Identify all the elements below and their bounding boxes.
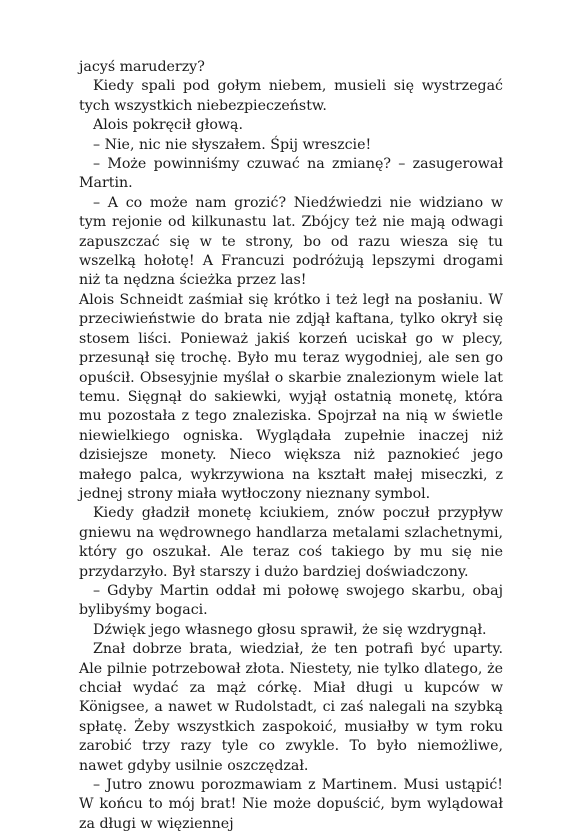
- book-page: [79, 58, 503, 834]
- paragraph-9: – Gdyby Martin oddał mi połowę swojego skarbu, obaj bylibyśmy bogaci.: [79, 582, 503, 619]
- paragraph-2: Kiedy spali pod gołym niebem, musieli się wystrzegać tych wszystkich niebezpieczeństw.: [79, 78, 503, 114]
- paragraph-6: – A co może nam grozić? Niedźwiedzi nie widziano w tym rejonie od kilkunastu lat. Zbójcy też nie mają odwagi zapuszczać się w te strony, bo od razu wiesza się tu wszelką hołotę! A Francuzi podróżują lepszymi drogami niż ta nędzna ścieżka przez las!: [79, 194, 503, 289]
- paragraph-5: – Może powinniśmy czuwać na zmianę? – zasugerował Martin.: [79, 156, 503, 192]
- paragraph-8: Kiedy gładził monetę kciukiem, znów poczuł przypływ gniewu na wędrownego handlarza metalami szlachetnymi, który go oszukał. Ale teraz coś takiego by mu się nie przydarzyło. Był starszy i dużo bardziej doświadczony.: [79, 505, 503, 580]
- paragraph-7: Alois Schneidt zaśmiał się krótko i też legł na posłaniu. W przeciwieństwie do brata nie zdjął kaftana, tylko okrył się stosem liści. Ponieważ jakiś korzeń uciskał go w plecy, przesunął się trochę. Było mu teraz wygodniej, ale sen go opuścił. Obsesyjnie myślał o skarbie znalezionym wiele lat temu. Sięgnął do sakiewki, wyjął ostatnią monetę, która mu pozostała z tego znaleziska. Spojrzał na nią w świetle niewielkiego ogniska. Wyglądała zupełnie inaczej niż dzisiejsze monety. Nieco większa niż paznokieć jego małego palca, wykrzywiona na kształt małej miseczki, z jednej strony miała wytłoczony nieznany symbol.: [79, 291, 503, 502]
- paragraph-1: jacyś maruderzy?: [79, 59, 205, 75]
- paragraph-12: – Jutro znowu porozmawiam z Martinem. Musi ustąpić! W końcu to mój brat! Nie może dopuścić, bym wylądował za długi w więziennej: [79, 777, 503, 832]
- paragraph-4: – Nie, nic nie słyszałem. Śpij wreszcie!: [93, 136, 372, 153]
- paragraph-10: Dźwięk jego własnego głosu sprawił, że się wzdrygnął.: [93, 621, 487, 638]
- paragraph-3: Alois pokręcił głową.: [93, 117, 243, 134]
- paragraph-11: Znał dobrze brata, wiedział, że ten potrafi być uparty. Ale pilnie potrzebował złota. Niestety, nie tylko dlatego, że chciał wydać za mąż córkę. Miał długi u kupców w Königsee, a nawet w Rudolstadt, ci zaś nalegali na szybką spłatę. Żeby wszystkich zaspokoić, musiałby w tym roku zarobić trzy razy tyle co zwykle. To było niemożliwe, nawet gdyby usilnie oszczędzał.: [79, 641, 503, 774]
